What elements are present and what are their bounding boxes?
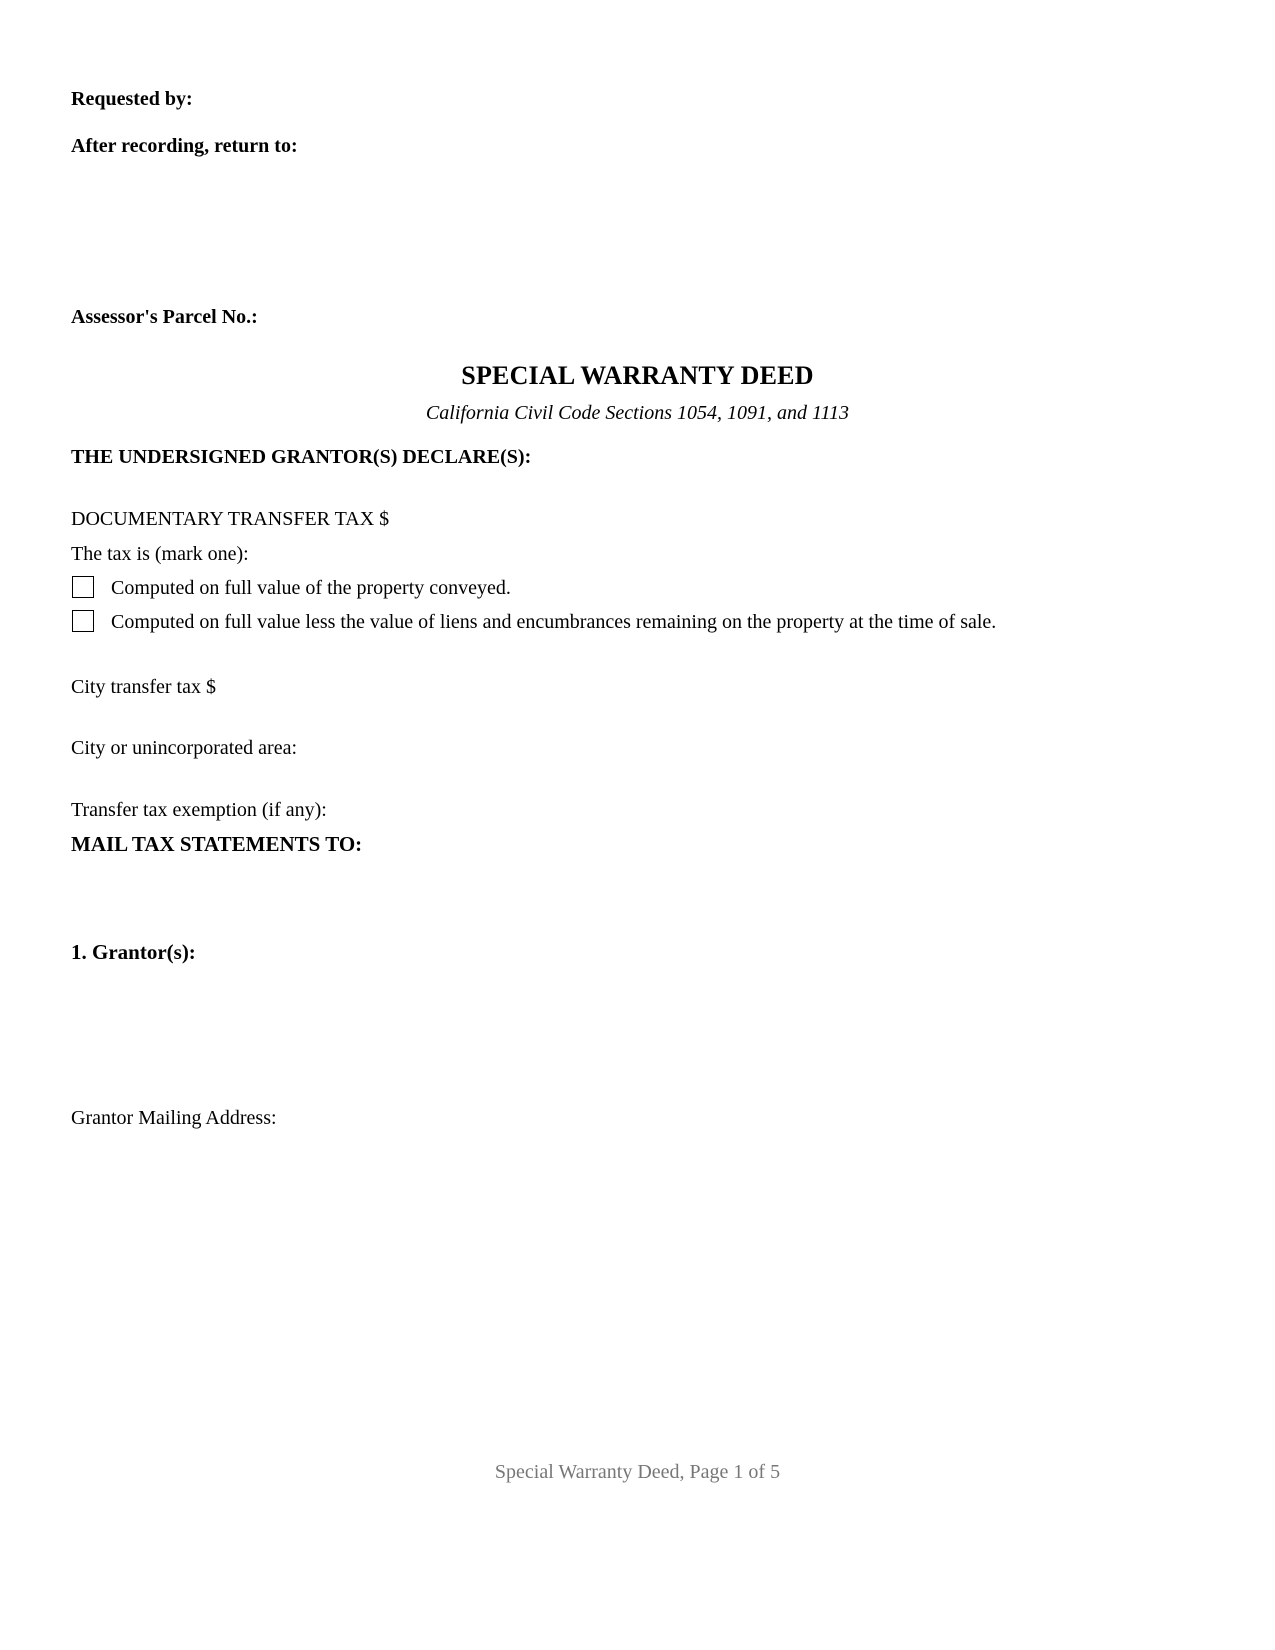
assessor-parcel-label: Assessor's Parcel No.: bbox=[71, 306, 258, 328]
grantor-mailing-address-label: Grantor Mailing Address: bbox=[71, 1107, 277, 1129]
return-to-label: After recording, return to: bbox=[71, 135, 298, 157]
requested-by-label: Requested by: bbox=[71, 88, 193, 110]
page-footer: Special Warranty Deed, Page 1 of 5 bbox=[494, 1461, 781, 1483]
less-liens-checkbox[interactable] bbox=[72, 610, 94, 632]
mail-tax-statements-heading: MAIL TAX STATEMENTS TO: bbox=[71, 832, 363, 856]
transfer-tax-exemption-label: Transfer tax exemption (if any): bbox=[71, 799, 327, 821]
less-liens-option-label: Computed on full value less the value of liens and encumbrances remaining on the property at the time of sale. bbox=[111, 611, 997, 633]
document-title: SPECIAL WARRANTY DEED bbox=[461, 361, 814, 390]
tax-is-label: The tax is (mark one): bbox=[71, 543, 249, 565]
documentary-transfer-tax-label: DOCUMENTARY TRANSFER TAX $ bbox=[71, 508, 390, 530]
full-value-checkbox[interactable] bbox=[72, 576, 94, 598]
city-transfer-tax-label: City transfer tax $ bbox=[71, 676, 216, 698]
full-value-option-label: Computed on full value of the property conveyed. bbox=[111, 577, 511, 599]
document-subtitle: California Civil Code Sections 1054, 1091, and 1113 bbox=[425, 402, 850, 424]
city-area-label: City or unincorporated area: bbox=[71, 737, 298, 759]
grantor-heading: 1. Grantor(s): bbox=[71, 940, 196, 964]
declaration-heading: THE UNDERSIGNED GRANTOR(S) DECLARE(S): bbox=[71, 446, 532, 468]
